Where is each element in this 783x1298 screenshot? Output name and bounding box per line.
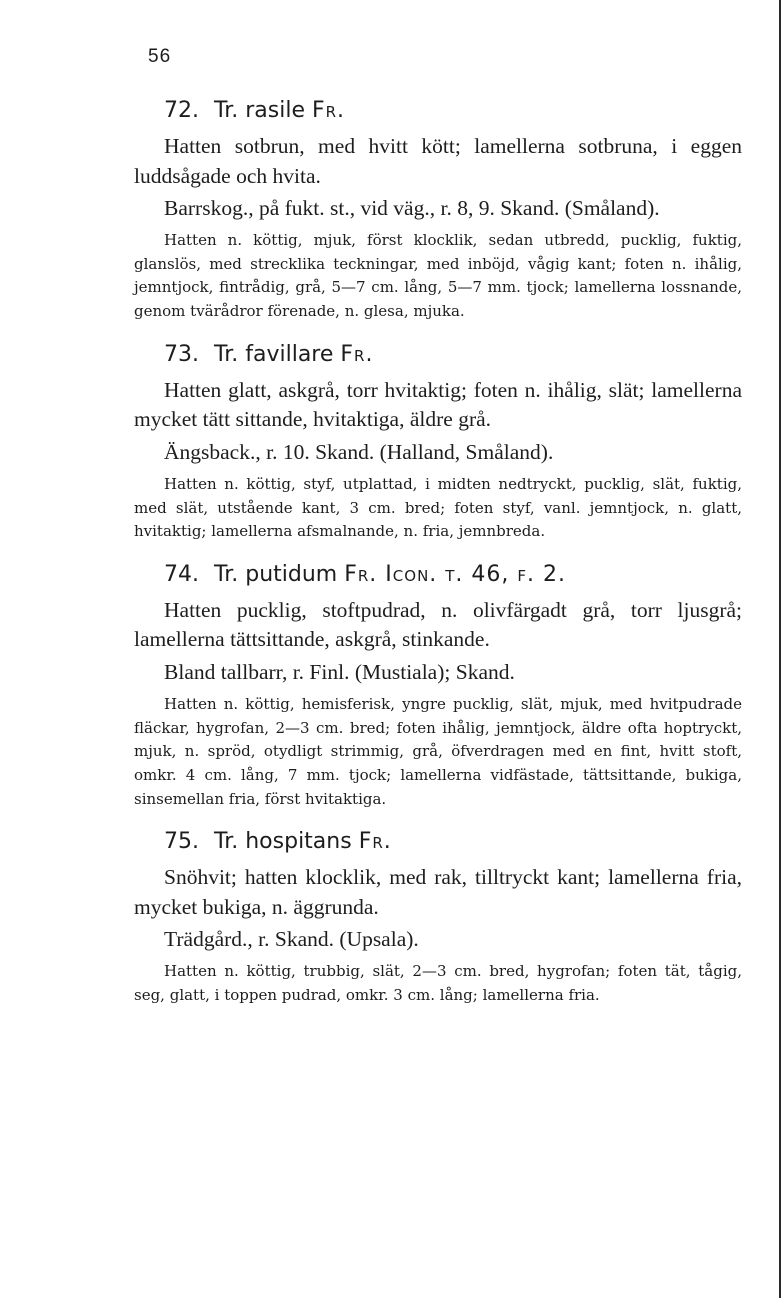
description-text: Hatten n. köttig, trubbig, slät, 2—3 cm. bred, hygrofan; foten tät, tågig, seg, glatt, i toppen pudrad, omkr. 3 cm. lång; lamellerna fria. bbox=[134, 962, 742, 1005]
genus-abbreviation: Tr. bbox=[214, 341, 239, 367]
entry-heading bbox=[134, 827, 742, 857]
entry-number: 74. bbox=[164, 561, 199, 587]
species-entry-72 bbox=[134, 96, 742, 324]
page-edge bbox=[779, 0, 781, 1298]
author-citation: Fr. bbox=[358, 829, 392, 855]
habitat-text: Barrskog., på fukt. st., vid väg., r. 8, 9. Skand. (Småland). bbox=[164, 196, 660, 220]
species-name: rasile bbox=[245, 98, 305, 123]
entry-heading bbox=[134, 340, 742, 370]
entry-number: 73. bbox=[164, 341, 199, 367]
genus-abbreviation: Tr. bbox=[214, 561, 239, 587]
author-citation: Fr. bbox=[340, 341, 374, 367]
entry-number: 75. bbox=[164, 829, 199, 855]
entry-heading bbox=[134, 560, 742, 590]
diagnosis-text: Hatten pucklig, stoftpudrad, n. olivfärgadt grå, torr ljusgrå; lamellerna tättsittande, askgrå, stinkande. bbox=[134, 597, 742, 652]
species-entry-74 bbox=[134, 560, 742, 812]
species-entry-73 bbox=[134, 340, 742, 544]
diagnosis-text: Hatten sotbrun, med hvitt kött; lamellerna sotbruna, i eggen luddsågade och hvita. bbox=[134, 134, 742, 188]
habitat-text: Ängsback., r. 10. Skand. (Halland, Småland). bbox=[164, 439, 554, 464]
entry-number: 72. bbox=[164, 98, 199, 123]
species-name: favillare bbox=[245, 341, 334, 367]
page-body bbox=[134, 96, 742, 1024]
entry-heading bbox=[134, 96, 742, 126]
species-name: hospitans bbox=[245, 829, 352, 855]
species-name: putidum bbox=[245, 561, 338, 587]
diagnosis-text: Snöhvit; hatten klocklik, med rak, tilltryckt kant; lamellerna fria, mycket bukiga, n. äggrunda. bbox=[134, 865, 742, 919]
habitat-text: Trädgård., r. Skand. (Upsala). bbox=[164, 927, 419, 952]
genus-abbreviation: Tr. bbox=[214, 829, 239, 855]
genus-abbreviation: Tr. bbox=[214, 98, 239, 123]
page-number: 56 bbox=[148, 46, 172, 67]
author-citation: Fr. Icon. t. 46, f. 2. bbox=[344, 561, 567, 587]
author-citation: Fr. bbox=[311, 98, 346, 123]
description-text: Hatten n. köttig, styf, utplattad, i midten nedtryckt, pucklig, slät, fuktig, med slät, utstående kant, 3 cm. bred; foten styf, vanl. jemntjock, n. glatt, hvitaktig; lamellerna afsmalnande, n. fria, jemnbreda. bbox=[134, 474, 742, 541]
description-text: Hatten n. köttig, mjuk, först klocklik, sedan utbredd, pucklig, fuktig, glanslös, med strecklika teckningar, med inböjd, vågig kant; foten n. ihålig, jemntjock, fintrådig, grå, 5—7 cm. lång, 5—7 mm. tjock; lamellerna lossnande, genom tvärådror förenade, n. glesa, mjuka. bbox=[134, 231, 742, 321]
description-text: Hatten n. köttig, hemisferisk, yngre pucklig, slät, mjuk, med hvitpudrade fläckar, hygrofan, 2—3 cm. bred; foten ihålig, jemntjock, äldre ofta hoptryckt, mjuk, n. spröd, otydligt strimmig, grå, öfverdragen med en fint, hvitt stoft, omkr. 4 cm. lång, 7 mm. tjock; lamellerna vidfästade, tättsittande, bukiga, sinsemellan fria, först hvitaktiga. bbox=[134, 694, 742, 808]
habitat-text: Bland tallbarr, r. Finl. (Mustiala); Skand. bbox=[164, 659, 515, 684]
diagnosis-text: Hatten glatt, askgrå, torr hvitaktig; foten n. ihålig, slät; lamellerna mycket tätt sittande, hvitaktiga, äldre grå. bbox=[134, 377, 742, 432]
species-entry-75 bbox=[134, 827, 742, 1007]
